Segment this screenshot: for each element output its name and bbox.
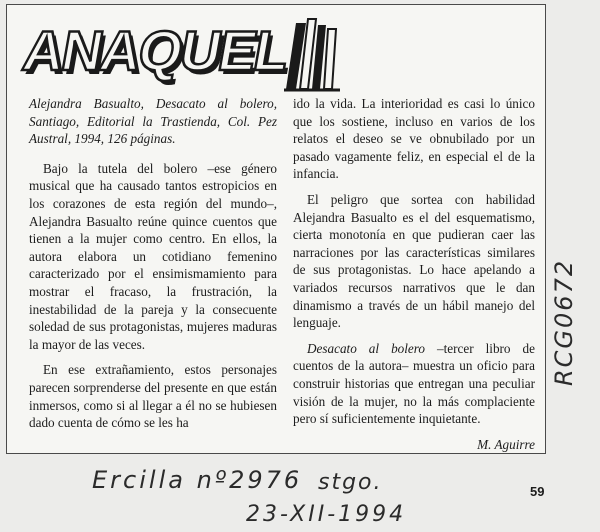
- handwritten-catalog-code: RCG0672: [550, 258, 578, 386]
- paragraph-text: –tercer libro de cuentos de la autora– muestra un oficio para construir historias que entregan una peculiar visión de la mujer, no la más complaciente pero sí suficientemente inquietante.: [293, 340, 535, 427]
- press-clipping: [6, 4, 546, 454]
- section-title: ANAQUEL: [18, 19, 293, 82]
- paragraph: El peligro que sortea con habilidad Alejandra Basualto es el del esquematismo, cierta monotonía en que pudieran caer las narraciones por las características similares de sus protagonistas. Lo hace apelando a variados recursos narrativos que le dan dinamismo a través de un hábil manejo del lenguaje.: [293, 191, 535, 331]
- books-icon: [282, 15, 342, 93]
- paragraph: [293, 340, 535, 428]
- page-number: 59: [530, 484, 545, 499]
- handwritten-date: 23-XII-1994: [246, 502, 407, 527]
- paragraph-continued: ido la vida. La interioridad es casi lo único que los sostiene, incluso en varios de los relatos el deseo se ve obnubilado por un pasado vagamente feliz, en especial el de la infancia.: [293, 96, 535, 182]
- paragraph: En ese extrañamiento, estos personajes parecen sorprenderse del presente en que están inmersos, como si al llegar a él no se hubiesen dado cuenta de cómo se les ha: [29, 362, 277, 431]
- book-reference: Alejandra Basualto, Desacato al bolero, Santiago, Editorial la Trastienda, Col. Pez Austral, 1994, 126 páginas.: [29, 96, 277, 147]
- handwritten-source: Ercilla nº2976: [92, 466, 303, 494]
- handwritten-place: stgo.: [318, 470, 383, 495]
- section-masthead: [19, 11, 339, 101]
- column-left: [29, 95, 277, 440]
- column-right: [293, 95, 535, 453]
- paragraph: Bajo la tutela del bolero –ese género musical que ha causado tantos estropicios en los corazones de esta región del mundo–, Alejandra Basualto reúne quince cuentos que tienen a la mujer como centro. En ellos, la autora elabora un cotidiano femenino caracterizado por el ensimismamiento para mostrar el fracaso, la frustración, la inestabilidad de la pareja y la consecuente soledad de sus protagonistas, mujeres maduras la mayor de las veces.: [29, 160, 277, 352]
- author-signature: M. Aguirre: [477, 436, 535, 452]
- book-title: Desacato al bolero: [307, 340, 426, 356]
